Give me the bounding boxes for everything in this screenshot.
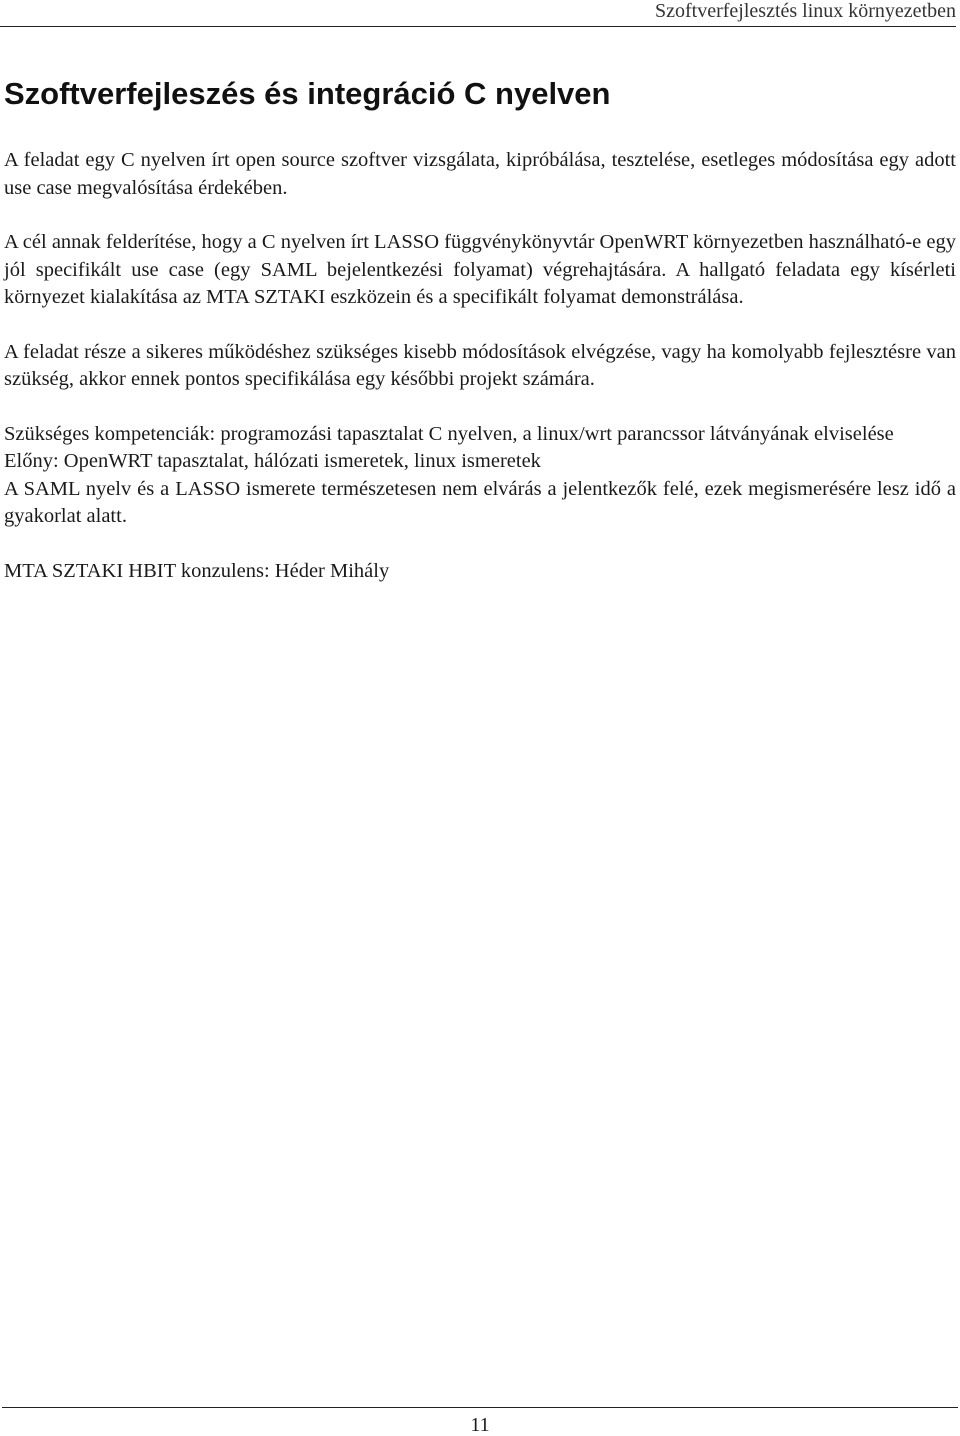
- paragraph-intro: A feladat egy C nyelven írt open source szoftver vizsgálata, kipróbálása, tesztelése, esetleges módosítása egy adott use case megvalósítása érdekében.: [4, 149, 956, 199]
- page-number: 11: [470, 1414, 490, 1436]
- paragraph-goal: A cél annak felderítése, hogy a C nyelven írt LASSO függvénykönyvtár OpenWRT környezetben használható-e egy jól specifikált use case (egy SAML bejelentkezési folyamat) végrehajtására. A hallgató feladata egy kísérleti környezet kialakítása az MTA SZTAKI eszközein és a specifikált folyamat demonstrálása.: [4, 231, 956, 308]
- consultant-line: MTA SZTAKI HBIT konzulens: Héder Mihály: [4, 559, 390, 582]
- running-header-title: Szoftverfejlesztés linux környezetben: [655, 0, 956, 22]
- section-title: Szoftverfejleszés és integráció C nyelven: [4, 76, 611, 111]
- footer-rule: [2, 1407, 958, 1408]
- page-content: [4, 74, 956, 612]
- competencies-text: Szükséges kompetenciák: programozási tapasztalat C nyelven, a linux/wrt parancssor látványának elviselése: [4, 422, 894, 445]
- advantage-text: Előny: OpenWRT tapasztalat, hálózati ismeretek, linux ismeretek: [4, 450, 541, 472]
- running-header: [0, 0, 956, 27]
- paragraph-scope: A feladat része a sikeres működéshez szükséges kisebb módosítások elvégzése, vagy ha komolyabb fejlesztésre van szükség, akkor ennek pontos specifikálása egy későbbi projekt számára.: [4, 340, 956, 390]
- requirements-note: A SAML nyelv és a LASSO ismerete természetesen nem elvárás a jelentkezők felé, ezek megismerésére lesz idő a gyakorlat alatt.: [4, 477, 956, 527]
